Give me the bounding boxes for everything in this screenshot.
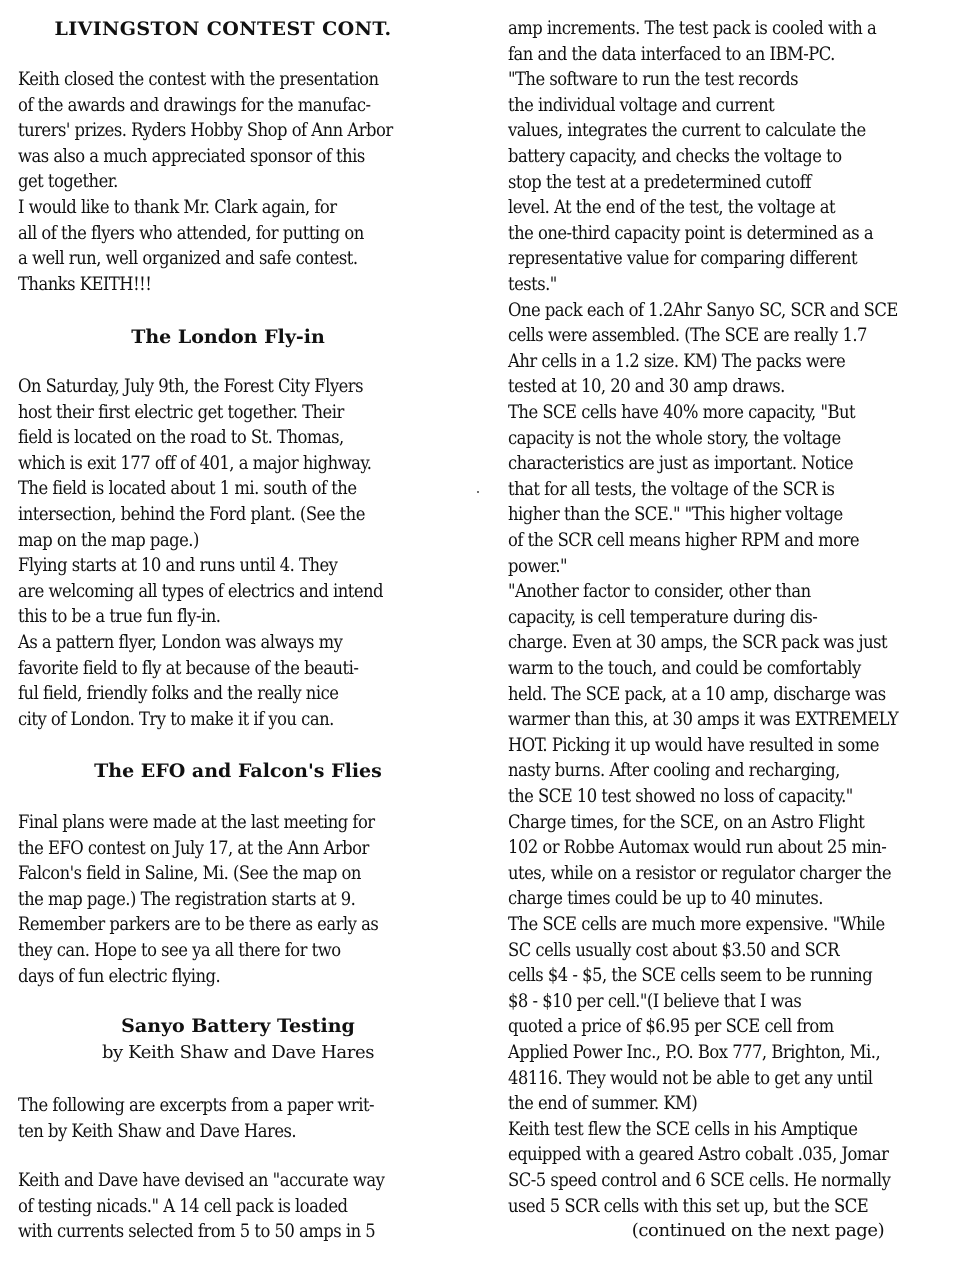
text-line: get together.: [18, 171, 118, 193]
text-line: $8 - $10 per cell."(I believe that I was: [508, 990, 802, 1012]
text-line: equipped with a geared Astro cobalt .035, Jomar: [508, 1144, 889, 1166]
text-line: field is located on the road to St. Thomas,: [18, 427, 344, 449]
text-line: tests.": [508, 274, 557, 295]
text-line: higher than the SCE." "This higher voltage: [508, 504, 843, 526]
text-line: the end of summer. KM): [508, 1093, 698, 1115]
text-line: Falcon's field in Saline, Mi. (See the map on: [18, 863, 361, 885]
text-line: they can. Hope to see ya all there for two: [18, 940, 341, 961]
text-line: used 5 SCR cells with this set up, but the SCE: [508, 1195, 869, 1217]
text-line: Final plans were made at the last meeting for: [18, 812, 375, 833]
text-line: quoted a price of $6.95 per SCE cell from: [508, 1016, 834, 1038]
text-line: stop the test at a predetermined cutoff: [508, 171, 811, 193]
text-line: days of fun electric flying.: [18, 965, 221, 987]
text-line: charge. Even at 30 amps, the SCR pack was just: [508, 632, 888, 654]
text-line: city of London. Try to make it if you can.: [18, 708, 334, 730]
text-line: all of the flyers who attended, for putting on: [18, 222, 364, 244]
text-line: Keith and Dave have devised an "accurate way: [18, 1170, 385, 1191]
page-title: LIVINGSTON CONTEST CONT.: [54, 18, 392, 40]
text-line: level. At the end of the test, the voltage at: [508, 197, 836, 219]
text-line: One pack each of 1.2Ahr Sanyo SC, SCR and SCE: [508, 299, 898, 321]
text-line: utes, while on a resistor or regulator charger the: [508, 862, 891, 884]
text-line: battery capacity, and checks the voltage to: [508, 146, 842, 167]
text-line: the EFO contest on July 17, at the Ann Arbor: [18, 837, 369, 859]
text-line: the individual voltage and current: [508, 94, 775, 116]
text-line: SC-5 speed control and 6 SCE cells. He normally: [508, 1170, 891, 1191]
text-line: "Another factor to consider, other than: [508, 581, 811, 603]
text-line: Thanks KEITH!!!: [18, 273, 152, 295]
text-line: cells $4 - $5, the SCE cells seem to be running: [508, 965, 873, 987]
text-line: that for all tests, the voltage of the SCR is: [508, 478, 835, 500]
text-line: held. The SCE pack, at a 10 amp, discharge was: [508, 683, 886, 705]
efo-heading: The EFO and Falcon's Flies: [94, 760, 382, 782]
text-line: are welcoming all types of electrics and intend: [18, 580, 384, 602]
text-line: Keith closed the contest with the presentation: [18, 69, 379, 90]
text-line: was also a much appreciated sponsor of this: [18, 145, 365, 167]
text-line: this to be a true fun fly-in.: [18, 606, 221, 628]
text-line: capacity, is cell temperature during dis-: [508, 606, 818, 628]
text-line: On Saturday, July 9th, the Forest City Flyers: [18, 376, 364, 397]
text-line: HOT. Picking it up would have resulted in some: [508, 734, 879, 756]
text-line: of testing nicads." A 14 cell pack is loaded: [18, 1195, 348, 1217]
text-line: of the awards and drawings for the manufac-: [18, 94, 371, 116]
text-line: intersection, behind the Ford plant. (See the: [18, 504, 365, 525]
text-line: The SCE cells have 40% more capacity, "But: [508, 402, 856, 423]
speck-mark: [477, 491, 479, 493]
text-line: warmer than this, at 30 amps it was EXTREMELY: [508, 709, 899, 731]
text-line: which is exit 177 off of 401, a major highway.: [18, 452, 372, 474]
text-line: The field is located about 1 mi. south of the: [18, 478, 357, 500]
text-line: cells were assembled. (The SCE are really 1.7: [508, 325, 867, 347]
text-line: 48116. They would not be able to get any until: [508, 1067, 873, 1089]
text-line: I would like to thank Mr. Clark again, for: [18, 197, 337, 218]
text-line: SC cells usually cost about $3.50 and SCR: [508, 939, 840, 961]
text-line: As a pattern flyer, London was always my: [18, 632, 343, 653]
text-line: Keith test flew the SCE cells in his Amptique: [508, 1118, 858, 1140]
text-line: Charge times, for the SCE, on an Astro Flight: [508, 811, 865, 833]
text-line: the one-third capacity point is determined as a: [508, 222, 874, 244]
text-line: a well run, well organized and safe contest.: [18, 248, 358, 270]
text-line: of the SCR cell means higher RPM and more: [508, 530, 859, 551]
text-line: turers' prizes. Ryders Hobby Shop of Ann Arbor: [18, 120, 393, 142]
text-line: 102 or Robbe Automax would run about 25 min-: [508, 837, 887, 859]
text-line: power.": [508, 555, 568, 577]
text-line: values, integrates the current to calculate the: [508, 120, 866, 142]
text-line: charge times could be up to 40 minutes.: [508, 888, 824, 910]
text-line: amp increments. The test pack is cooled with a: [508, 18, 877, 39]
london-heading: The London Fly-in: [131, 326, 325, 348]
sanyo-heading: Sanyo Battery Testing: [121, 1015, 355, 1037]
text-line: Remember parkers are to be there as early as: [18, 914, 379, 936]
text-line: ten by Keith Shaw and Dave Hares.: [18, 1120, 297, 1142]
text-line: map on the map page.): [18, 529, 199, 551]
text-line: Flying starts at 10 and runs until 4. They: [18, 555, 338, 577]
text-line: tested at 10, 20 and 30 amp draws.: [508, 376, 785, 398]
text-line: warm to the touch, and could be comfortably: [508, 658, 861, 679]
text-line: nasty burns. After cooling and recharging,: [508, 760, 840, 782]
text-line: favorite field to fly at because of the beauti-: [18, 657, 359, 679]
text-line: host their first electric get together. Their: [18, 401, 344, 423]
text-line: capacity is not the whole story, the voltage: [508, 427, 841, 449]
text-line: ful field, friendly folks and the really nice: [18, 683, 339, 705]
text-line: Ahr cells in a 1.2 size. KM) The packs were: [508, 350, 846, 372]
text-line: "The software to run the test records: [508, 69, 798, 91]
text-line: Applied Power Inc., P.O. Box 777, Brighton, Mi.,: [508, 1042, 881, 1063]
text-line: representative value for comparing different: [508, 248, 858, 270]
text-line: the SCE 10 test showed no loss of capacity.": [508, 786, 853, 807]
sanyo-byline: by Keith Shaw and Dave Hares: [101, 1042, 375, 1063]
continued-note: (continued on the next page): [631, 1220, 885, 1241]
text-line: fan and the data interfaced to an IBM-PC.: [508, 43, 835, 65]
text-line: the map page.) The registration starts at 9.: [18, 888, 356, 910]
text-line: The following are excerpts from a paper writ-: [18, 1095, 375, 1116]
text-line: with currents selected from 5 to 50 amps in 5: [18, 1221, 376, 1243]
text-line: The SCE cells are much more expensive. "While: [508, 914, 885, 935]
text-line: characteristics are just as important. Notice: [508, 453, 854, 475]
